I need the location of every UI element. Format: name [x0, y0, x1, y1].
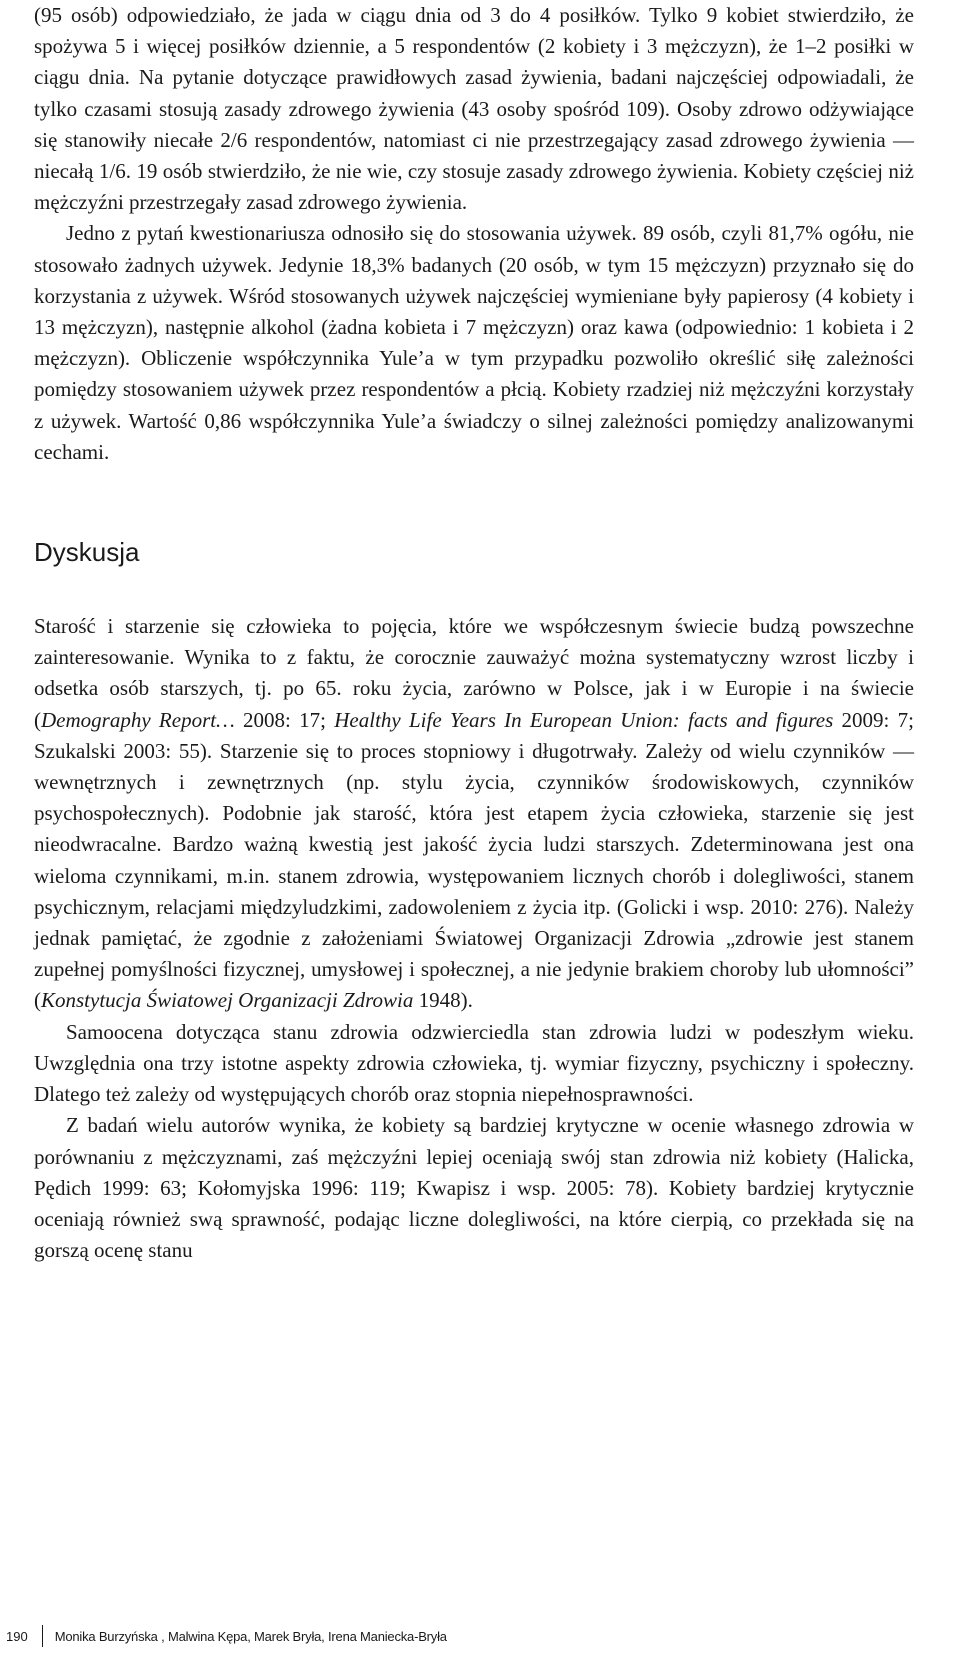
page-number: 190	[6, 1628, 28, 1644]
footer-authors: Monika Burzyńska , Malwina Kępa, Marek Bryła, Irena Maniecka-Bryła	[54, 1628, 447, 1644]
document-page	[34, 0, 914, 1266]
text-run: 2009: 7; Szukalski 2003: 55). Starzenie się to proces stopniowy i długotrwały. Zależy od wielu czynników — wewnętrznych i zewnętrznych (np. stylu życia, czynników środowiskowych, czynników psychospołecznych). Podobnie jak starość, która jest etapem życia człowieka, starzenie się jest nieodwracalne. Bardzo ważną kwestią jest jakość życia ludzi starszych. Zdeterminowana jest ona wieloma czynnikami, m.in. stanem zdrowia, występowaniem licznych chorób i dolegliwości, stanem psychicznym, relacjami międzyludzkimi, zadowoleniem z życia itp. (Golicki i wsp. 2010: 276). Należy jednak pamiętać, że zgodnie z założeniami Światowej Organizacji Zdrowia „zdrowie jest stanem zupełnej pomyślności fizycznej, umysłowej i społecznej, a nie jedynie brakiem choroby lub ułomności” (	[34, 707, 914, 1013]
results-paragraph-stimulants: Jedno z pytań kwestionariusza odnosiło się do stosowania używek. 89 osób, czyli 81,7% ogółu, nie stosowało żadnych używek. Jedynie 18,3% badanych (20 osób, w tym 15 mężczyzn) przyznało się do korzystania z używek. Wśród stosowanych używek najczęściej wymieniane były papierosy (4 kobiety i 13 mężczyzn), następnie alkohol (żadna kobieta i 7 mężczyzn) oraz kawa (odpowiednio: 1 kobieta i 2 mężczyzn). Obliczenie współczynnika Yule’a w tym przypadku pozwoliło określić siłę zależności pomiędzy stosowaniem używek przez respondentów a płcią. Kobiety rzadziej niż mężczyźni korzystały z używek. Wartość 0,86 współczynnika Yule’a świadczy o silnej zależności pomiędzy analizowanymi cechami.	[34, 221, 914, 464]
discussion-paragraph-self-assessment: Samoocena dotycząca stanu zdrowia odzwierciedla stan zdrowia ludzi w podeszłym wieku. Uwzględnia ona trzy istotne aspekty zdrowia człowieka, tj. wymiar fizyczny, psychiczny i społeczny. Dlatego też zależy od występujących chorób oraz stopnia niepełnosprawności.	[34, 1019, 914, 1107]
section-heading-discussion: Dyskusja	[34, 537, 140, 568]
text-run: 2008: 17;	[234, 707, 335, 732]
footer-divider	[42, 1625, 43, 1647]
discussion-paragraph-aging	[34, 611, 914, 1017]
text-run: Starość i starzenie się człowieka to pojęcia, które we współczesnym świecie budzą powszechne zainteresowanie. Wynika to z faktu, że corocznie zauważyć można systematyczny wzrost liczby i odsetka osób starszych, tj. po 65. roku życia, zarówno w Polsce, jak i w Europie i na świecie (	[34, 614, 914, 732]
citation-demography-report: Demography Report…	[41, 707, 235, 732]
discussion-body	[34, 611, 914, 1266]
citation-healthy-life-years: Healthy Life Years In European Union: facts and figures	[334, 707, 834, 732]
page-footer	[6, 1625, 447, 1647]
discussion-paragraph-gender-differences: Z badań wielu autorów wynika, że kobiety są bardziej krytyczne w ocenie własnego zdrowia w porównaniu z mężczyznami, zaś mężczyźni lepiej oceniają swój stan zdrowia niż kobiety (Halicka, Pędich 1999: 63; Kołomyjska 1996: 119; Kwapisz i wsp. 2005: 78). Kobiety bardziej krytycznie oceniają również swą sprawność, podając liczne dolegliwości, na które cierpią, co przekłada się na gorszą ocenę stanu	[34, 1113, 914, 1263]
citation-who-constitution: Konstytucja Światowej Organizacji Zdrowia	[41, 988, 414, 1013]
text-run: 1948).	[413, 988, 473, 1013]
results-paragraph-diet: (95 osób) odpowiedziało, że jada w ciągu dnia od 3 do 4 posiłków. Tylko 9 kobiet stwierdziło, że spożywa 5 i więcej posiłków dziennie, a 5 respondentów (2 kobiety i 3 mężczyzn), że 1–2 posiłki w ciągu dnia. Na pytanie dotyczące prawidłowych zasad żywienia, badani najczęściej odpowiadali, że tylko czasami stosują zasady zdrowego żywienia (43 osoby spośród 109). Osoby zdrowo odżywiające się stanowiły niecałe 2/6 respondentów, natomiast ci nie przestrzegający zasad zdrowego żywienia — niecałą 1/6. 19 osób stwierdziło, że nie wie, czy stosuje zasady zdrowego żywienia. Kobiety częściej niż mężczyźni przestrzegały zasad zdrowego żywienia.	[34, 3, 914, 215]
